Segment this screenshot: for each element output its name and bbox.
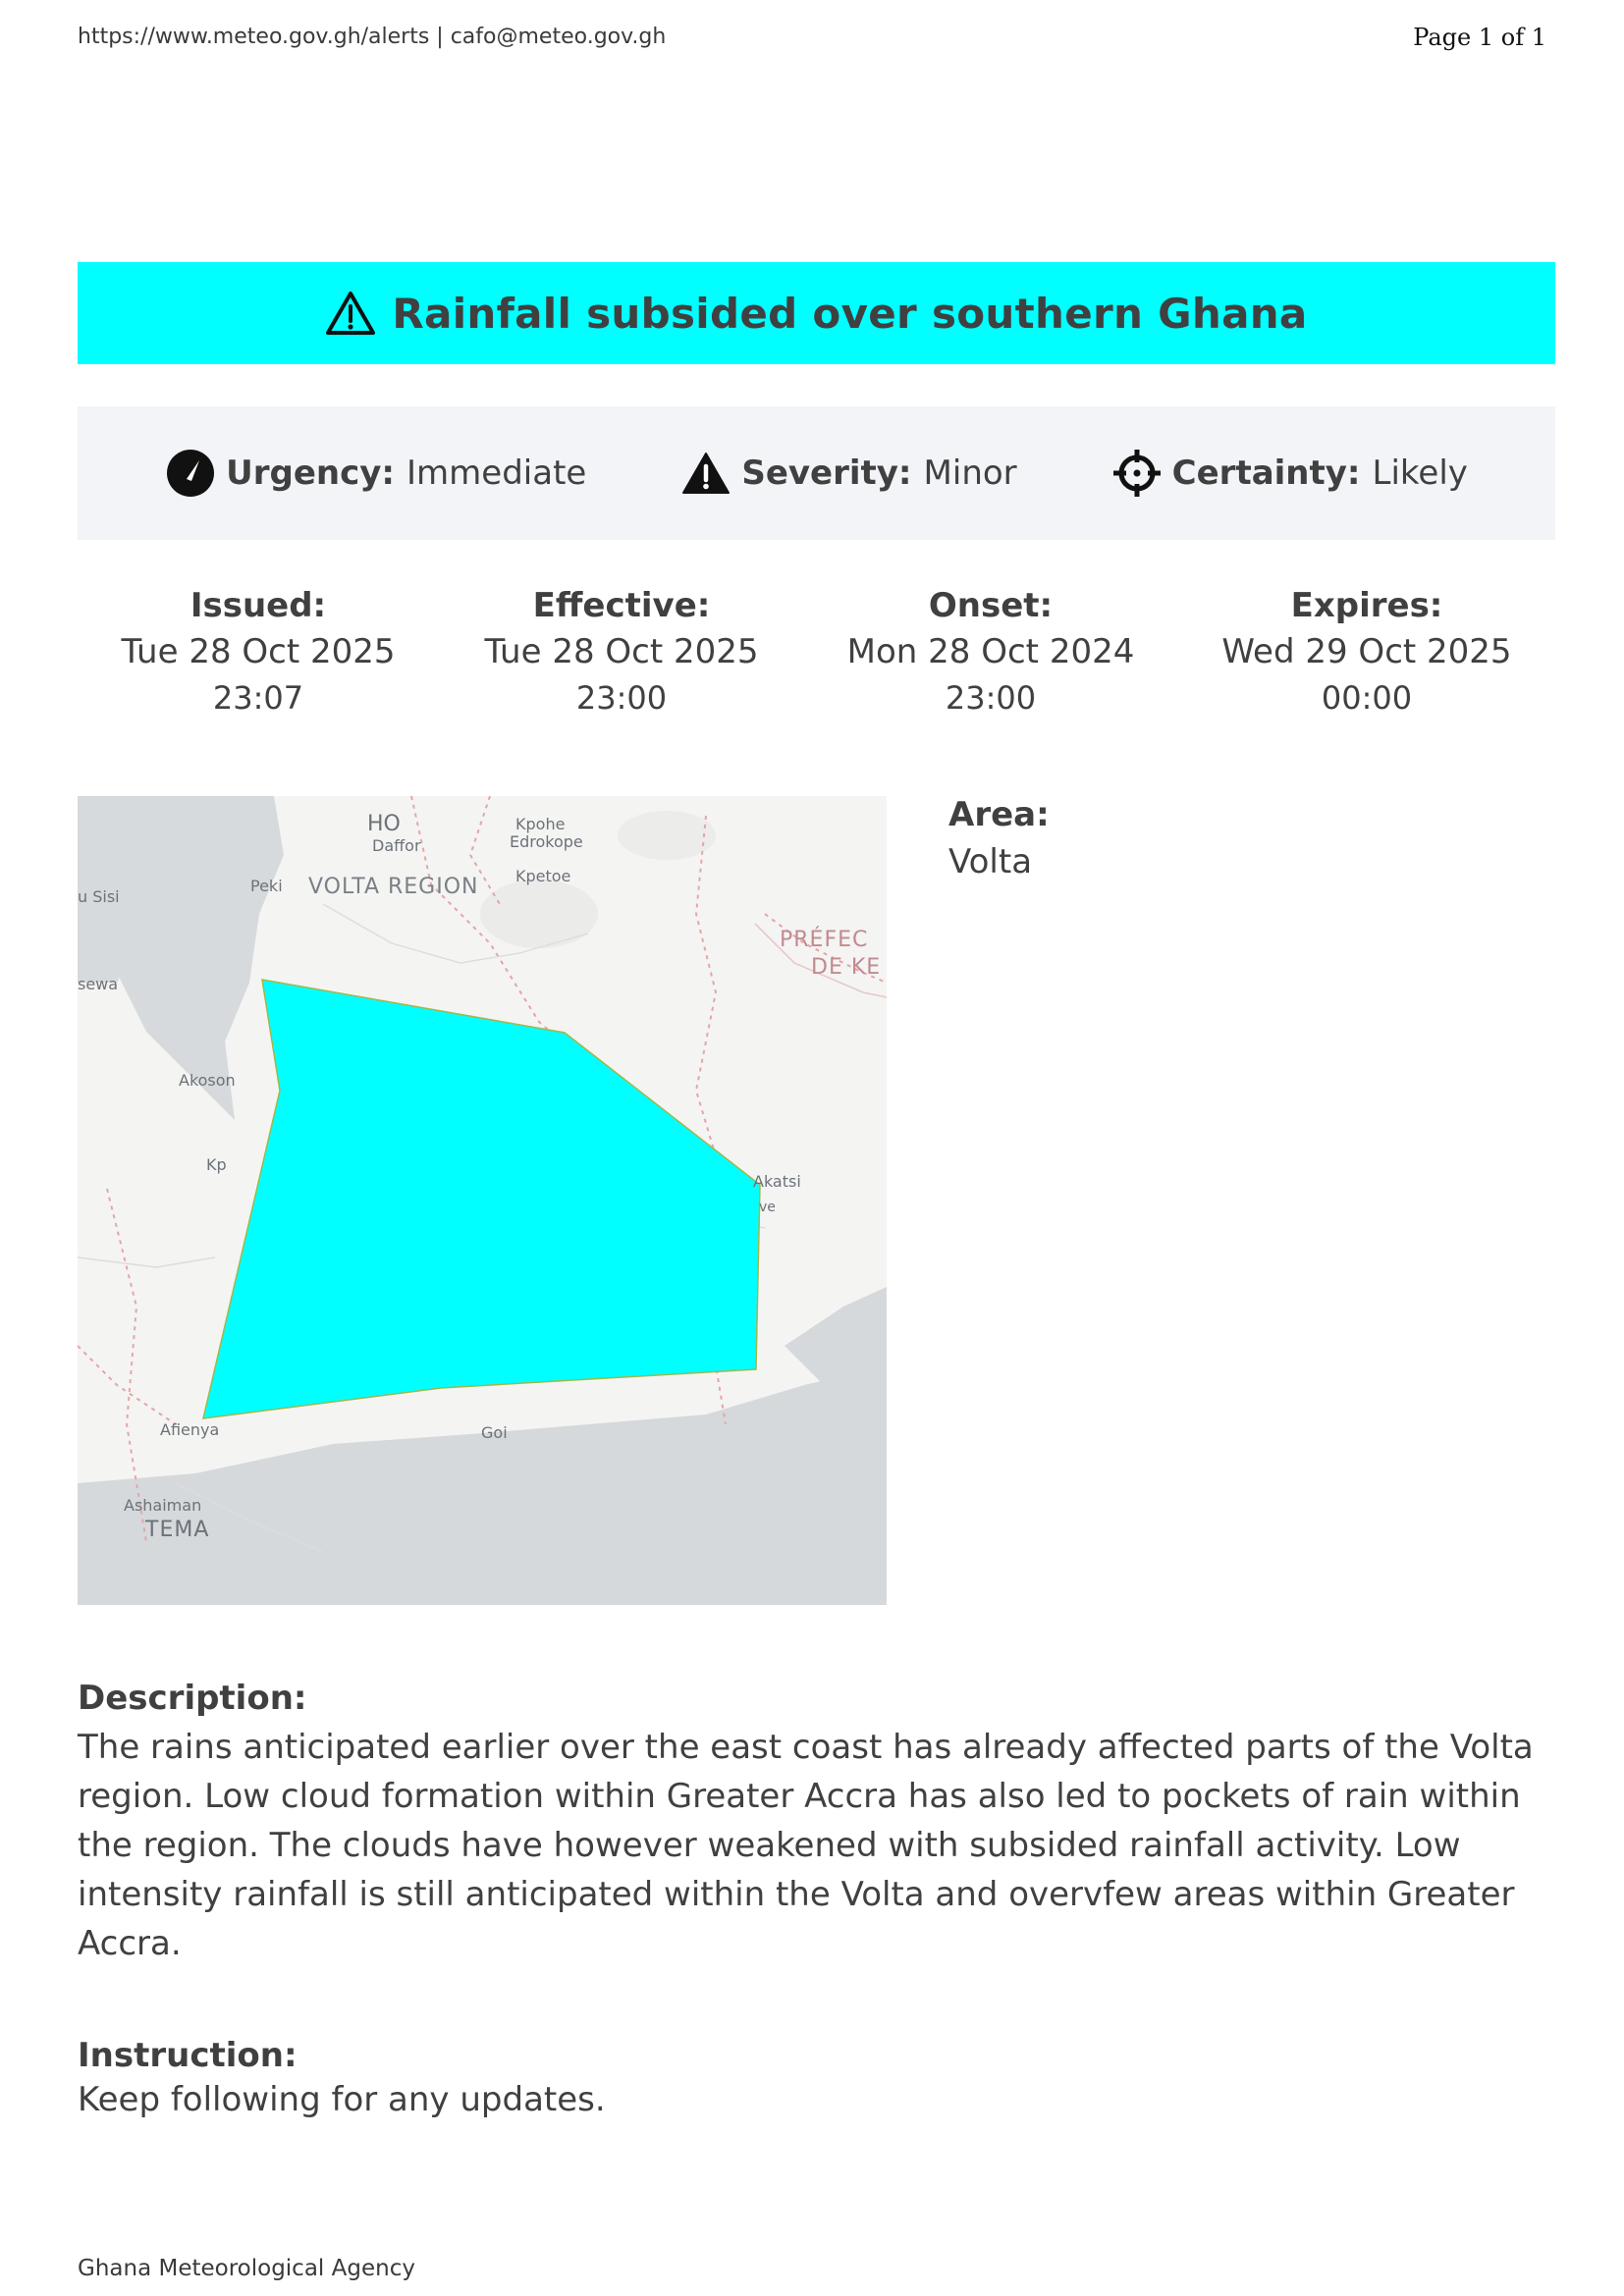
map-label-ho: HO — [367, 812, 401, 836]
map-label-akatsi: Akatsi — [753, 1172, 801, 1191]
issued-date: Tue 28 Oct 2025 — [121, 632, 396, 671]
effective-label: Effective: — [532, 586, 711, 625]
map-label-akoson: Akoson — [179, 1071, 236, 1090]
onset-date: Mon 28 Oct 2024 — [846, 632, 1135, 671]
map-label-daffor: Daffor — [372, 836, 421, 855]
map-label-su-sisi: u Sisi — [78, 887, 120, 906]
map-label-afienya: Afienya — [160, 1420, 220, 1439]
warning-triangle-filled-icon — [680, 448, 731, 499]
map-label-kpetoe: Kpetoe — [515, 867, 571, 885]
clock-gauge-icon — [165, 448, 216, 499]
alert-banner — [78, 262, 1555, 364]
issued-time: 23:07 — [212, 679, 304, 717]
alert-meta-summary — [78, 406, 1555, 540]
map-label-de-ke: DE KE — [811, 955, 882, 980]
onset-block — [834, 584, 1148, 720]
urgency-label: Urgency: — [226, 454, 396, 493]
issued-block — [101, 584, 415, 720]
instruction-text: Keep following for any updates. — [78, 2080, 606, 2119]
alert-area-map — [78, 796, 887, 1605]
onset-label: Onset: — [928, 586, 1054, 625]
area-value: Volta — [948, 842, 1033, 881]
header-url-contact: https://www.meteo.gov.gh/alerts | cafo@meteo.gov.gh — [78, 25, 667, 49]
certainty-label: Certainty: — [1171, 454, 1361, 493]
severity-item — [680, 448, 1016, 499]
map-label-goi: Goi — [481, 1423, 508, 1442]
effective-block — [464, 584, 779, 720]
description-text: The rains anticipated earlier over the east coast has already affected parts of the Volta region. Low cloud formation within Greater Accra has also led to pockets of rain within the region. The clouds have however weakened with subsided rainfall activity. Low intensity rainfall is still anticipated within the Volta and overvfew areas within Greater Accra. — [78, 1728, 1534, 1963]
severity-value: Minor — [923, 454, 1017, 493]
expires-block — [1210, 584, 1524, 720]
effective-time: 23:00 — [575, 679, 668, 717]
map-label-kp: Kp — [206, 1155, 227, 1174]
map-label-volta-region: VOLTA REGION — [308, 875, 479, 899]
map-label-kpohe: Kpohe — [515, 815, 566, 833]
description-label: Description: — [78, 1679, 307, 1718]
map-label-prefec: PRÉFEC — [780, 928, 869, 952]
map-label-edrokope: Edrokope — [510, 832, 583, 851]
map-label-tema: TEMA — [145, 1518, 210, 1542]
alert-title: Rainfall subsided over southern Ghana — [392, 289, 1308, 338]
expires-time: 00:00 — [1321, 679, 1413, 717]
instruction-label: Instruction: — [78, 2036, 298, 2075]
severity-label: Severity: — [741, 454, 912, 493]
effective-date: Tue 28 Oct 2025 — [484, 632, 759, 671]
expires-date: Wed 29 Oct 2025 — [1221, 632, 1512, 671]
area-label: Area: — [948, 795, 1050, 834]
urgency-item — [165, 448, 586, 499]
issued-label: Issued: — [189, 586, 327, 625]
onset-time: 23:00 — [945, 679, 1037, 717]
map-label-ashaiman: Ashaiman — [124, 1496, 202, 1515]
certainty-value: Likely — [1372, 454, 1468, 493]
map-label-ve: ve — [759, 1200, 776, 1215]
warning-triangle-outline-icon — [325, 290, 376, 337]
urgency-value: Immediate — [406, 454, 587, 493]
map-label-sewa: sewa — [78, 975, 119, 993]
crosshair-icon — [1111, 448, 1163, 499]
page-number: Page 1 of 1 — [1413, 24, 1546, 51]
expires-label: Expires: — [1290, 586, 1443, 625]
footer-agency: Ghana Meteorological Agency — [78, 2256, 415, 2281]
alert-times — [78, 584, 1555, 731]
map-canvas — [78, 796, 887, 1605]
map-label-peki: Peki — [250, 877, 283, 895]
certainty-item — [1111, 448, 1468, 499]
